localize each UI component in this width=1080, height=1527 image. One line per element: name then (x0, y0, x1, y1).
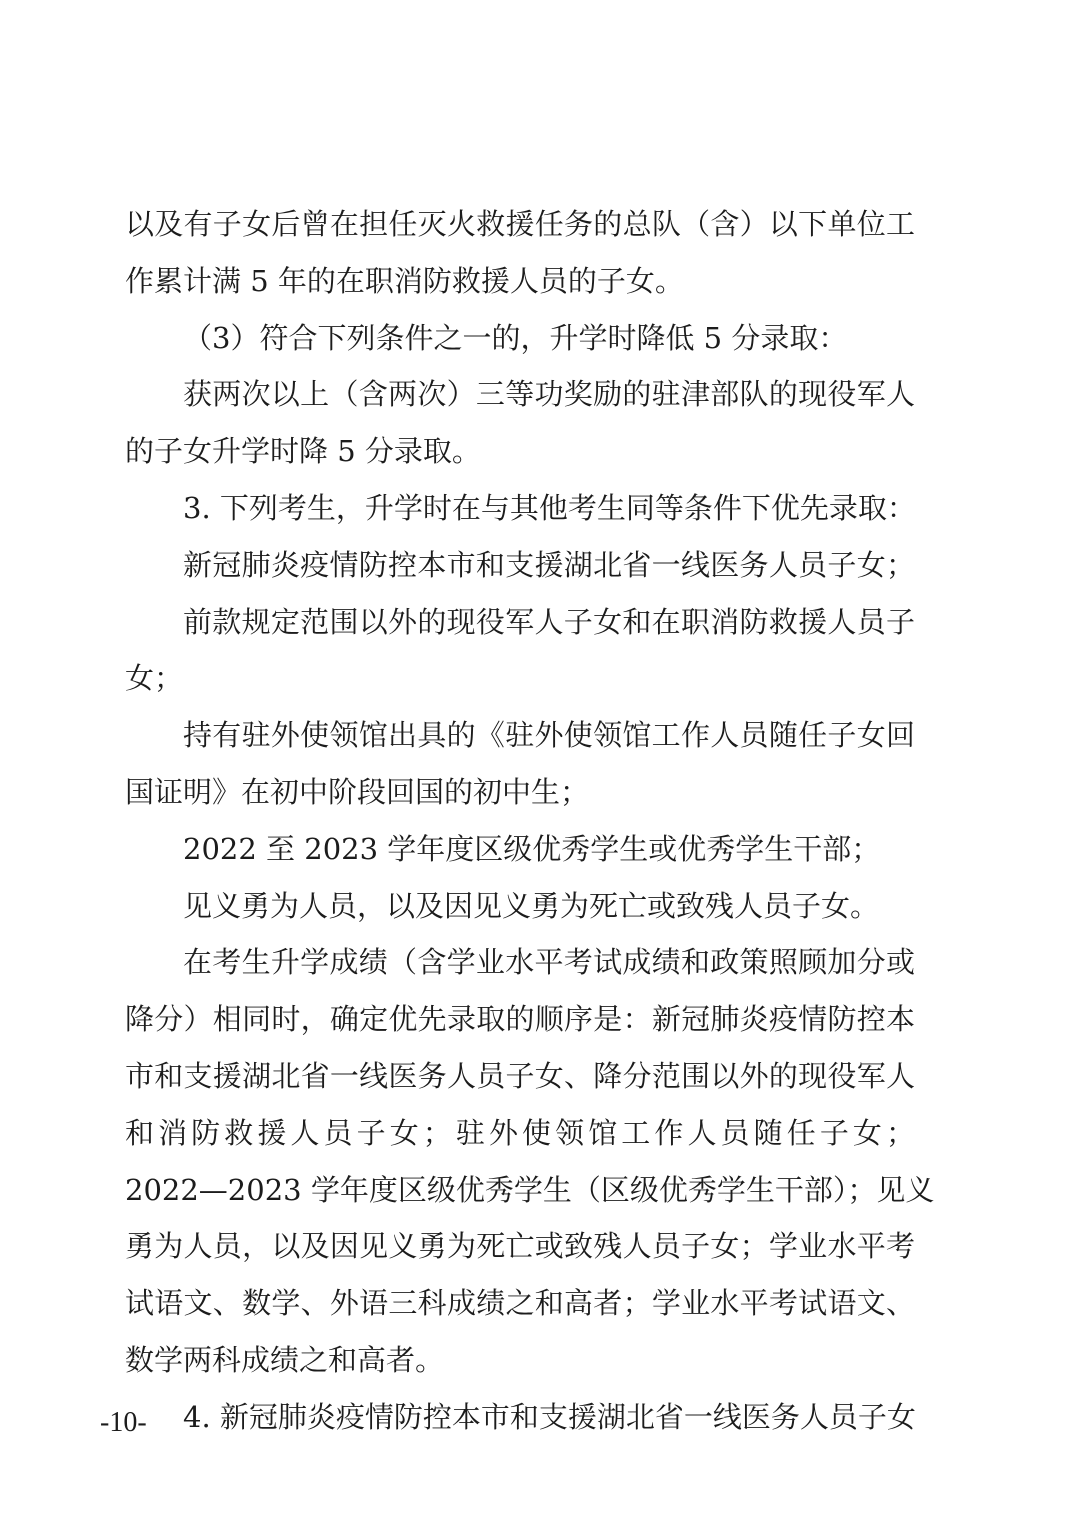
page-number: -10- (100, 1407, 147, 1438)
text-line: 持有驻外使领馆出具的《驻外使领馆工作人员随任子女回 (183, 718, 915, 753)
text-line: 见义勇为人员，以及因见义勇为死亡或致残人员子女。 (183, 888, 880, 923)
text-line: 新冠肺炎疫情防控本市和支援湖北省一线医务人员子女； (183, 547, 915, 582)
text-line: 4. 新冠肺炎疫情防控本市和支援湖北省一线医务人员子女 (183, 1399, 916, 1434)
text-line: 获两次以上（含两次）三等功奖励的驻津部队的现役军人 (183, 377, 915, 412)
text-line: 2022—2023 学年度区级优秀学生（区级优秀学生干部）；见义 (125, 1172, 935, 1207)
text-line: （3）符合下列条件之一的，升学时降低 5 分录取： (183, 320, 848, 355)
text-line: 以及有子女后曾在担任灭火救援任务的总队（含）以下单位工 (125, 207, 915, 241)
text-line: 前款规定范围以外的现役军人子女和在职消防救援人员子 (183, 604, 915, 639)
text-line: 的子女升学时降 5 分录取。 (125, 434, 481, 469)
text-line: 市和支援湖北省一线医务人员子女、降分范围以外的现役军人 (125, 1058, 915, 1093)
text-line: 在考生升学成绩（含学业水平考试成绩和政策照顾加分或 (183, 945, 915, 980)
text-line: 勇为人员，以及因见义勇为死亡或致残人员子女；学业水平考 (125, 1229, 915, 1264)
text-line: 和消防救援人员子女；驻外使领馆工作人员随任子女； (125, 1115, 915, 1150)
text-line: 女； (125, 661, 184, 696)
text-line: 2022 至 2023 学年度区级优秀学生或优秀学生干部； (183, 831, 881, 866)
text-line: 国证明》在初中阶段回国的初中生； (125, 774, 590, 809)
text-line: 降分）相同时，确定优先录取的顺序是：新冠肺炎疫情防控本 (125, 1002, 915, 1037)
text-line: 3. 下列考生，升学时在与其他考生同等条件下优先录取： (183, 490, 916, 525)
body-text (125, 196, 935, 1446)
text-line: 试语文、数学、外语三科成绩之和高者；学业水平考试语文、 (125, 1286, 915, 1321)
text-line: 作累计满 5 年的在职消防救援人员的子女。 (125, 263, 684, 298)
text-line: 数学两科成绩之和高者。 (125, 1342, 445, 1377)
